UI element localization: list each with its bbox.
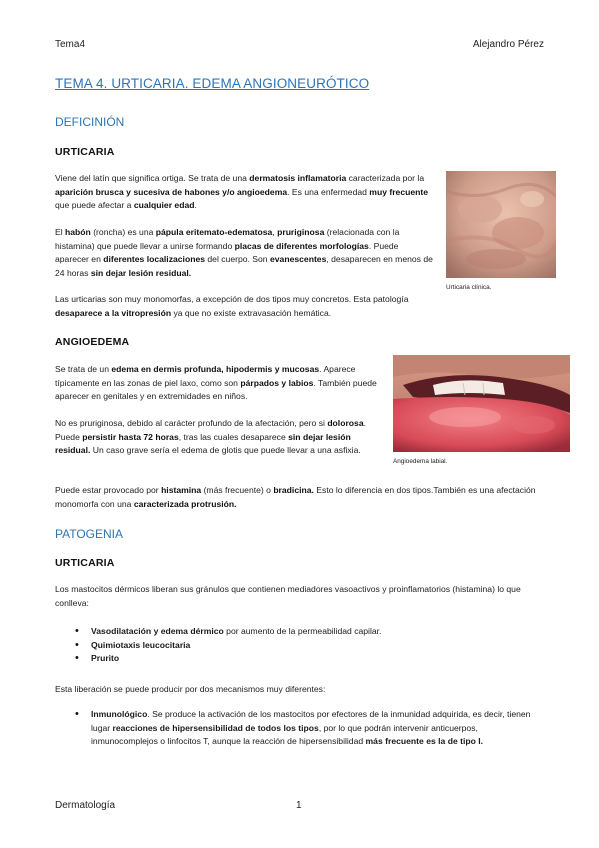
text-run: del cuerpo. Son: [205, 254, 270, 265]
header-left: Tema4: [55, 39, 86, 50]
text-run: Viene del latín que significa ortiga. Se trata de una: [55, 173, 250, 183]
urticaria-clinical-photo: [446, 171, 556, 278]
text-run: . Puede: [55, 418, 366, 442]
emphasis-text: muy frecuente: [369, 186, 429, 197]
urticaria-figure-caption: Urticaria clínica.: [446, 284, 492, 291]
emphasis-text: reacciones de hipersensibilidad de todos los tipos: [112, 722, 319, 733]
emphasis-text: persistir hasta 72 horas: [82, 431, 179, 442]
emphasis-text: Prurito: [91, 653, 120, 664]
text-run: . Se produce la activación de los mastocitos por efectores de la inmunidad adquirida, es decir, tienen lugar: [91, 709, 531, 733]
text-run: (roncha) es una: [90, 227, 156, 237]
emphasis-text: placas de diferentes morfologías: [234, 240, 369, 251]
urticaria-paragraph-1: [55, 172, 433, 213]
header-right: Alejandro Pérez: [472, 39, 544, 50]
angioedema-paragraph-2: [55, 417, 375, 458]
list-item: [75, 652, 535, 666]
patogenia-intro: [55, 583, 543, 610]
emphasis-text: Quimiotaxis leucocitaria: [91, 639, 191, 650]
footer-left: Dermatología: [55, 800, 116, 811]
emphasis-text: evanescentes: [269, 254, 327, 265]
emphasis-text: dolorosa: [327, 418, 364, 428]
mechanisms-intro: [55, 683, 543, 697]
emphasis-text: Inmunológico: [91, 709, 148, 719]
text-run: Se trata de un: [55, 364, 112, 374]
list-item: [75, 708, 543, 749]
emphasis-text: histamina: [161, 485, 202, 495]
text-run: Los mastocitos dérmicos liberan sus gránulos que contienen mediadores vasoactivos y proinflamatorios (histamina) lo que conlleva:: [55, 584, 521, 608]
urticaria-paragraph-3: [55, 293, 431, 320]
list-item: [75, 625, 535, 639]
text-run: El: [55, 227, 66, 237]
text-run: Esto lo diferencia en dos tipos.También es una afectación monomorfa con una: [55, 485, 536, 509]
emphasis-text: más frecuente es la de tipo I.: [365, 736, 484, 747]
text-run: , por lo que podrán intervenir anticuerpos, inmunocomplejos o linfocitos T, aunque la reacción de hipersensibilidad: [91, 722, 478, 747]
section-heading-patogenia: PATOGENIA: [55, 527, 124, 541]
list-item: [75, 639, 535, 653]
emphasis-text: sin dejar lesión residual.: [55, 431, 351, 456]
emphasis-text: diferentes localizaciones: [103, 254, 205, 265]
text-run: Las urticarias son muy monomorfas, a excepción de dos tipos muy concretos. Esta patología: [55, 294, 409, 304]
emphasis-text: pápula eritemato-edematosa: [155, 227, 273, 237]
text-run: que puede afectar a: [55, 200, 134, 211]
section-heading-definicion: DEFICINIÓN: [55, 115, 125, 129]
text-run: , desaparecen en menos de 24 horas: [55, 254, 433, 278]
text-run: (más frecuente) o: [201, 485, 274, 495]
text-run: ya que no existe extravasación hemática.: [171, 307, 332, 318]
angioedema-paragraph-3: [55, 484, 543, 511]
emphasis-text: párpados y labios: [240, 377, 314, 388]
emphasis-text: cualquier edad: [133, 200, 195, 211]
angioedema-paragraph-1: [55, 363, 385, 404]
emphasis-text: bradicina.: [273, 485, 314, 495]
text-run: . También puede aparecer en genitales y en extremidades en niños.: [55, 377, 377, 402]
angioedema-figure-caption: Angioedema labial.: [393, 458, 448, 465]
emphasis-text: edema en dermis profunda, hipodermis y mucosas: [111, 364, 320, 374]
emphasis-text: caracterizada protrusión.: [133, 498, 237, 509]
text-run: .: [194, 200, 197, 211]
text-run: . Puede aparecer en: [55, 240, 399, 265]
emphasis-text: Vasodilatación y edema dérmico: [91, 626, 224, 636]
text-run: Esta liberación se puede producir por dos mecanismos muy diferentes:: [55, 684, 326, 694]
emphasis-text: desaparece a la vitropresión: [55, 307, 172, 318]
text-run: , tras las cuales desaparece: [178, 431, 289, 442]
emphasis-text: dermatosis inflamatoria: [249, 173, 347, 183]
document-title[interactable]: TEMA 4. URTICARIA. EDEMA ANGIONEURÓTICO: [55, 76, 370, 91]
text-run: Puede estar provocado por: [55, 485, 162, 495]
emphasis-text: aparición brusca y sucesiva de habones y/o angioedema: [55, 186, 288, 197]
emphasis-text: pruriginosa: [277, 227, 325, 237]
text-run: No es pruriginosa, debido al carácter profundo de la afectación, pero si: [55, 418, 328, 428]
text-run: ,: [272, 227, 278, 237]
mechanisms-list: [75, 708, 543, 749]
text-run: por aumento de la permeabilidad capilar.: [223, 626, 382, 636]
text-run: . Es una enfermedad: [287, 186, 370, 197]
subheading-angioedema: ANGIOEDEMA: [55, 336, 130, 348]
subheading-patogenia-urticaria: URTICARIA: [55, 557, 115, 569]
text-run: (relacionada con la histamina) que puede llevar a unirse formando: [55, 227, 400, 251]
patogenia-effects-list: [75, 625, 535, 666]
angioedema-labial-photo: [393, 355, 570, 452]
emphasis-text: sin dejar lesión residual.: [90, 267, 192, 278]
urticaria-paragraph-2: [55, 226, 433, 280]
text-run: Un caso grave sería el edema de glotis que puede llevar a una asfixia.: [90, 445, 361, 456]
emphasis-text: habón: [65, 227, 91, 237]
subheading-urticaria: URTICARIA: [55, 146, 115, 158]
page-number: 1: [296, 800, 302, 811]
text-run: . Aparece típicamente en las zonas de piel laxo, como son: [55, 364, 356, 388]
text-run: caracterizada por la: [346, 173, 425, 183]
